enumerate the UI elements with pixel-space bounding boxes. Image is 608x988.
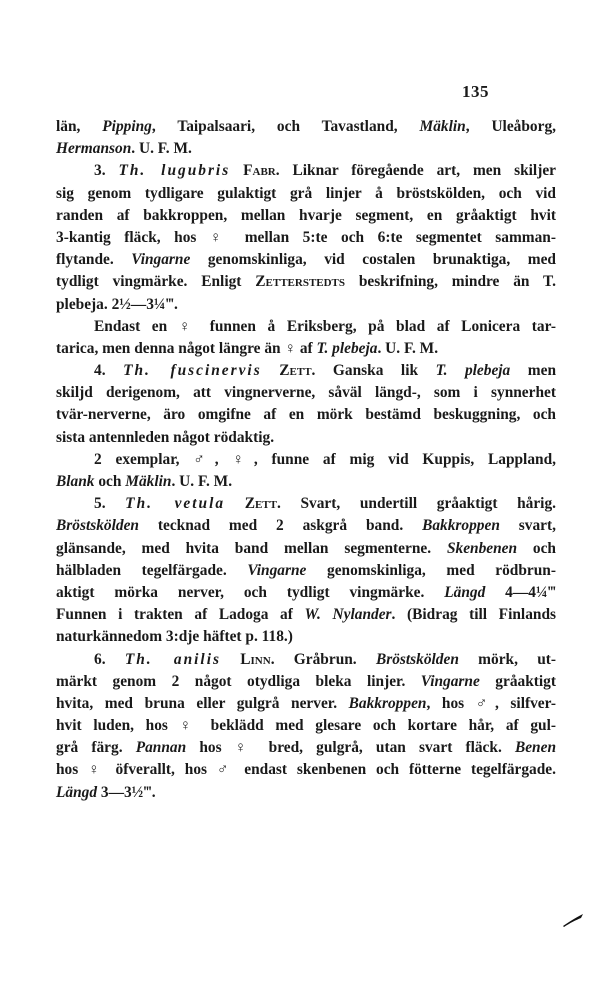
text-segment bbox=[221, 651, 240, 668]
text-segment: flytande. bbox=[56, 251, 132, 269]
text-segment: T. plebeja bbox=[316, 339, 378, 357]
text-segment: Vingarne bbox=[420, 672, 480, 690]
text-line bbox=[56, 715, 556, 737]
text-segment: aktigt mörka nerver, och tydligt vingmärke. bbox=[56, 583, 445, 601]
text-line bbox=[56, 515, 556, 537]
text-segment: , hos ♂, silfver- bbox=[426, 694, 556, 712]
text-segment: mörk, ut- bbox=[458, 650, 556, 668]
text-segment: T. plebeja bbox=[435, 362, 511, 380]
text-line bbox=[56, 294, 556, 316]
text-segment: 6. bbox=[94, 650, 125, 668]
text-line bbox=[56, 671, 556, 693]
text-segment: tydligt vingmärke. Enligt bbox=[56, 273, 256, 291]
text-segment: 3. bbox=[94, 162, 119, 180]
text-segment: Th. lugubris bbox=[118, 162, 231, 180]
text-segment: Blank bbox=[56, 473, 95, 490]
text-segment: plebeja. 2½—3¼‴. bbox=[56, 295, 178, 313]
text-segment: Mäklin bbox=[125, 473, 172, 490]
text-segment: Längd bbox=[444, 583, 486, 601]
text-segment: 4—4¼‴ bbox=[485, 583, 556, 601]
text-segment: Th. fuscinervis bbox=[123, 362, 262, 380]
text-segment: men bbox=[510, 362, 556, 380]
text-segment bbox=[225, 495, 245, 512]
text-line bbox=[56, 493, 556, 515]
text-segment: genomskinliga, med rödbrun- bbox=[306, 561, 556, 579]
text-line bbox=[56, 271, 556, 293]
text-segment: Pannan bbox=[135, 739, 187, 757]
text-line bbox=[56, 249, 556, 271]
text-segment: 4. bbox=[94, 362, 124, 380]
text-line bbox=[56, 782, 556, 804]
text-segment: tvär-nerverne, äro omgifne af en mörk bestämd beskuggning, och bbox=[56, 406, 556, 424]
text-segment: Bakkroppen bbox=[422, 517, 500, 535]
text-segment: Zett bbox=[244, 495, 277, 513]
text-segment: hvita, med bruna eller gulgrå nerver. bbox=[56, 694, 349, 712]
text-line bbox=[56, 538, 556, 560]
text-segment: 3—3½‴. bbox=[97, 783, 156, 801]
text-segment: tecknad med 2 askgrå band. bbox=[138, 517, 423, 535]
text-segment: W. Nylander bbox=[304, 606, 392, 624]
text-line bbox=[56, 582, 556, 604]
text-segment: . Gråbrun. bbox=[270, 650, 376, 668]
text-line bbox=[56, 560, 556, 582]
text-line bbox=[56, 759, 556, 781]
text-segment: Vingarne bbox=[131, 251, 191, 269]
text-segment: genomskinliga, vid costalen brunaktiga, med bbox=[190, 251, 556, 269]
text-segment: . U. F. M. bbox=[171, 473, 233, 490]
text-segment: beskrifning, mindre än T. bbox=[345, 273, 556, 291]
text-segment: . U. F. M. bbox=[131, 140, 192, 158]
text-segment: Endast en ♀ funnen å Eriksberg, på blad af Lonicera tar- bbox=[94, 317, 556, 335]
text-segment: . Ganska lik bbox=[311, 362, 436, 380]
text-segment: Bröstskölden bbox=[56, 517, 139, 535]
text-line bbox=[56, 449, 556, 471]
text-line bbox=[56, 626, 556, 648]
text-segment: hvit luden, hos ♀ beklädd med glesare och kortare hår, af gul- bbox=[56, 717, 556, 735]
text-segment: Mäklin bbox=[419, 118, 466, 135]
text-line bbox=[56, 183, 556, 205]
text-segment: Vingarne bbox=[247, 561, 307, 579]
text-segment: Hermanson bbox=[56, 140, 132, 158]
text-segment: , Uleåborg, bbox=[465, 118, 556, 135]
text-segment: . U. F. M. bbox=[377, 339, 439, 357]
text-segment: . Svart, undertill gråaktigt hårig. bbox=[276, 495, 556, 513]
text-segment: Fabr bbox=[243, 162, 276, 180]
text-line bbox=[56, 160, 556, 182]
text-line bbox=[56, 316, 556, 338]
text-line bbox=[56, 338, 556, 360]
text-segment: randen af bakkroppen, mellan hvarje segment, en gråaktigt hvit bbox=[56, 206, 556, 224]
text-segment: hälbladen tegelfärgade. bbox=[56, 561, 248, 579]
text-segment: märkt genom 2 något otydliga bleka linjer. bbox=[56, 672, 421, 690]
text-line bbox=[56, 604, 556, 626]
text-segment: Zett bbox=[279, 362, 312, 380]
text-line bbox=[56, 471, 556, 493]
text-segment: glänsande, med hvita band mellan segmenterne. bbox=[56, 539, 447, 557]
text-segment: naturkännedom 3:dje häftet p. 118.) bbox=[56, 628, 293, 646]
text-segment bbox=[262, 362, 280, 379]
text-segment: Zetterstedts bbox=[255, 273, 346, 291]
text-segment: Th. anilis bbox=[124, 650, 221, 668]
text-line bbox=[56, 382, 556, 404]
ink-mark bbox=[561, 912, 585, 928]
text-segment: , Taipalsaari, och Tavastland, bbox=[151, 118, 420, 135]
text-segment: . Liknar föregående art, men skiljer bbox=[275, 162, 556, 180]
body-text bbox=[56, 116, 556, 804]
text-line bbox=[56, 649, 556, 671]
text-segment: och bbox=[517, 539, 556, 557]
text-segment: Bakkroppen bbox=[348, 694, 427, 712]
text-line bbox=[56, 116, 556, 138]
text-line bbox=[56, 205, 556, 227]
text-segment: skiljd derigenom, att vingnerverne, såväl längd-, som i synnerhet bbox=[56, 384, 556, 402]
text-line bbox=[56, 404, 556, 426]
text-segment: Bröstskölden bbox=[375, 650, 459, 668]
page-number: 135 bbox=[462, 82, 489, 101]
text-segment: Benen bbox=[514, 739, 556, 757]
text-segment: tarica, men denna något längre än ♀ af bbox=[56, 339, 317, 357]
text-segment: Funnen i trakten af Ladoga af bbox=[56, 606, 305, 624]
text-segment: Skenbenen bbox=[446, 539, 518, 557]
text-line bbox=[56, 737, 556, 759]
text-segment: grå färg. bbox=[56, 739, 136, 757]
text-segment: Th. vetula bbox=[125, 495, 226, 513]
text-segment: 3-kantig fläck, hos ♀ mellan 5:te och 6:te segmentet samman- bbox=[56, 228, 556, 246]
text-segment: 5. bbox=[94, 495, 126, 513]
text-segment: Längd bbox=[56, 783, 98, 801]
text-segment: Pipping bbox=[102, 118, 152, 135]
text-segment: och bbox=[94, 473, 126, 490]
text-segment: län, bbox=[56, 118, 103, 135]
text-segment: hos ♀ öfverallt, hos ♂ endast skenbenen och fötterne tegelfärgade. bbox=[56, 761, 556, 779]
text-segment bbox=[230, 162, 243, 179]
text-line bbox=[56, 360, 556, 382]
text-segment: svart, bbox=[499, 517, 556, 535]
text-segment: Linn bbox=[240, 650, 271, 668]
text-segment: gråaktigt bbox=[479, 672, 556, 690]
text-line bbox=[56, 138, 556, 160]
text-line bbox=[56, 693, 556, 715]
text-segment: 2 exemplar, ♂, ♀, funne af mig vid Kuppis, Lappland, bbox=[94, 450, 556, 468]
text-segment: sig genom tydligare gulaktigt grå linjer å bröstskölden, och vid bbox=[56, 184, 556, 202]
text-segment: . (Bidrag till Finlands bbox=[391, 606, 556, 624]
text-segment: hos ♀ bred, gulgrå, utan svart fläck. bbox=[186, 739, 515, 757]
text-segment: sista antennleden något rödaktig. bbox=[56, 428, 275, 446]
text-line bbox=[56, 427, 556, 449]
text-line bbox=[56, 227, 556, 249]
